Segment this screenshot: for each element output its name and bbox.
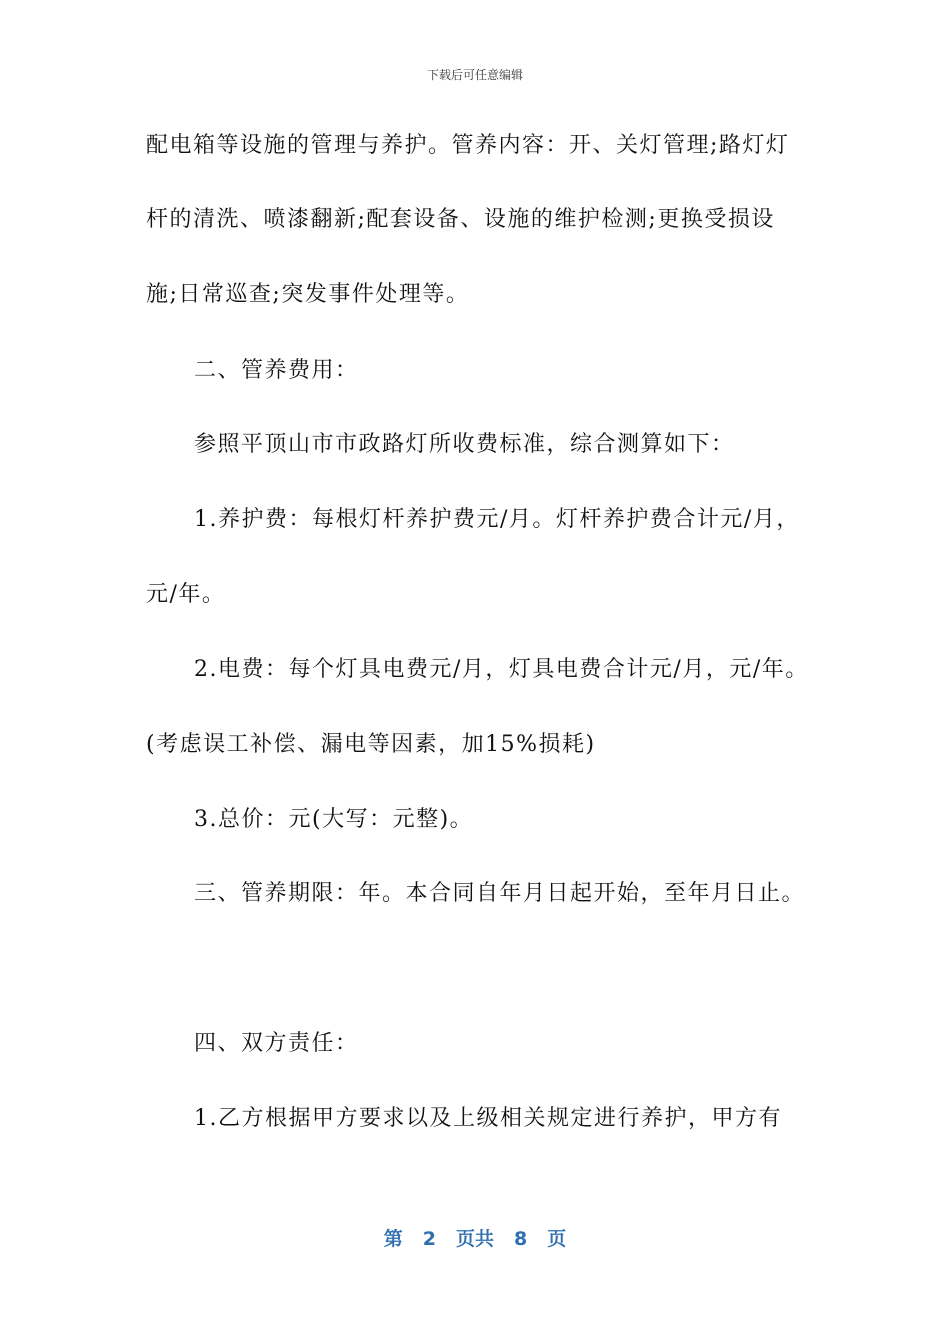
body-line: 施;日常巡查;突发事件处理等。: [146, 282, 470, 307]
body-line: 参照平顶山市市政路灯所收费标准，综合测算如下：: [194, 432, 735, 457]
body-line: (考虑误工补偿、漏电等因素，加15%损耗): [146, 732, 596, 757]
section-heading: 三、管养期限：年。本合同自年月日起开始，至年月日止。: [194, 881, 806, 906]
footer-suffix: 页: [547, 1228, 567, 1250]
page-footer: [0, 1224, 950, 1251]
section-heading: 二、管养费用：: [194, 358, 359, 383]
body-line: 1.乙方根据甲方要求以及上级相关规定进行养护，甲方有: [194, 1106, 782, 1131]
footer-page-number: 2: [422, 1228, 436, 1250]
footer-total-pages: 8: [514, 1228, 528, 1250]
footer-middle: 页共: [455, 1228, 494, 1250]
body-line: 配电箱等设施的管理与养护。管养内容：开、关灯管理;路灯灯: [146, 133, 790, 158]
page-header: 下载后可任意编辑: [426, 68, 523, 82]
body-line: 1.养护费：每根灯杆养护费元/月。灯杆养护费合计元/月，: [194, 507, 800, 532]
body-line: 杆的清洗、喷漆翻新;配套设备、设施的维护检测;更换受损设: [146, 207, 775, 232]
section-heading: 四、双方责任：: [194, 1031, 359, 1056]
body-line: 2.电费：每个灯具电费元/月，灯具电费合计元/月，元/年。: [194, 657, 809, 682]
body-line: 元/年。: [146, 582, 226, 607]
body-line: 3.总价：元(大写：元整)。: [194, 807, 474, 832]
footer-prefix: 第: [383, 1228, 403, 1250]
